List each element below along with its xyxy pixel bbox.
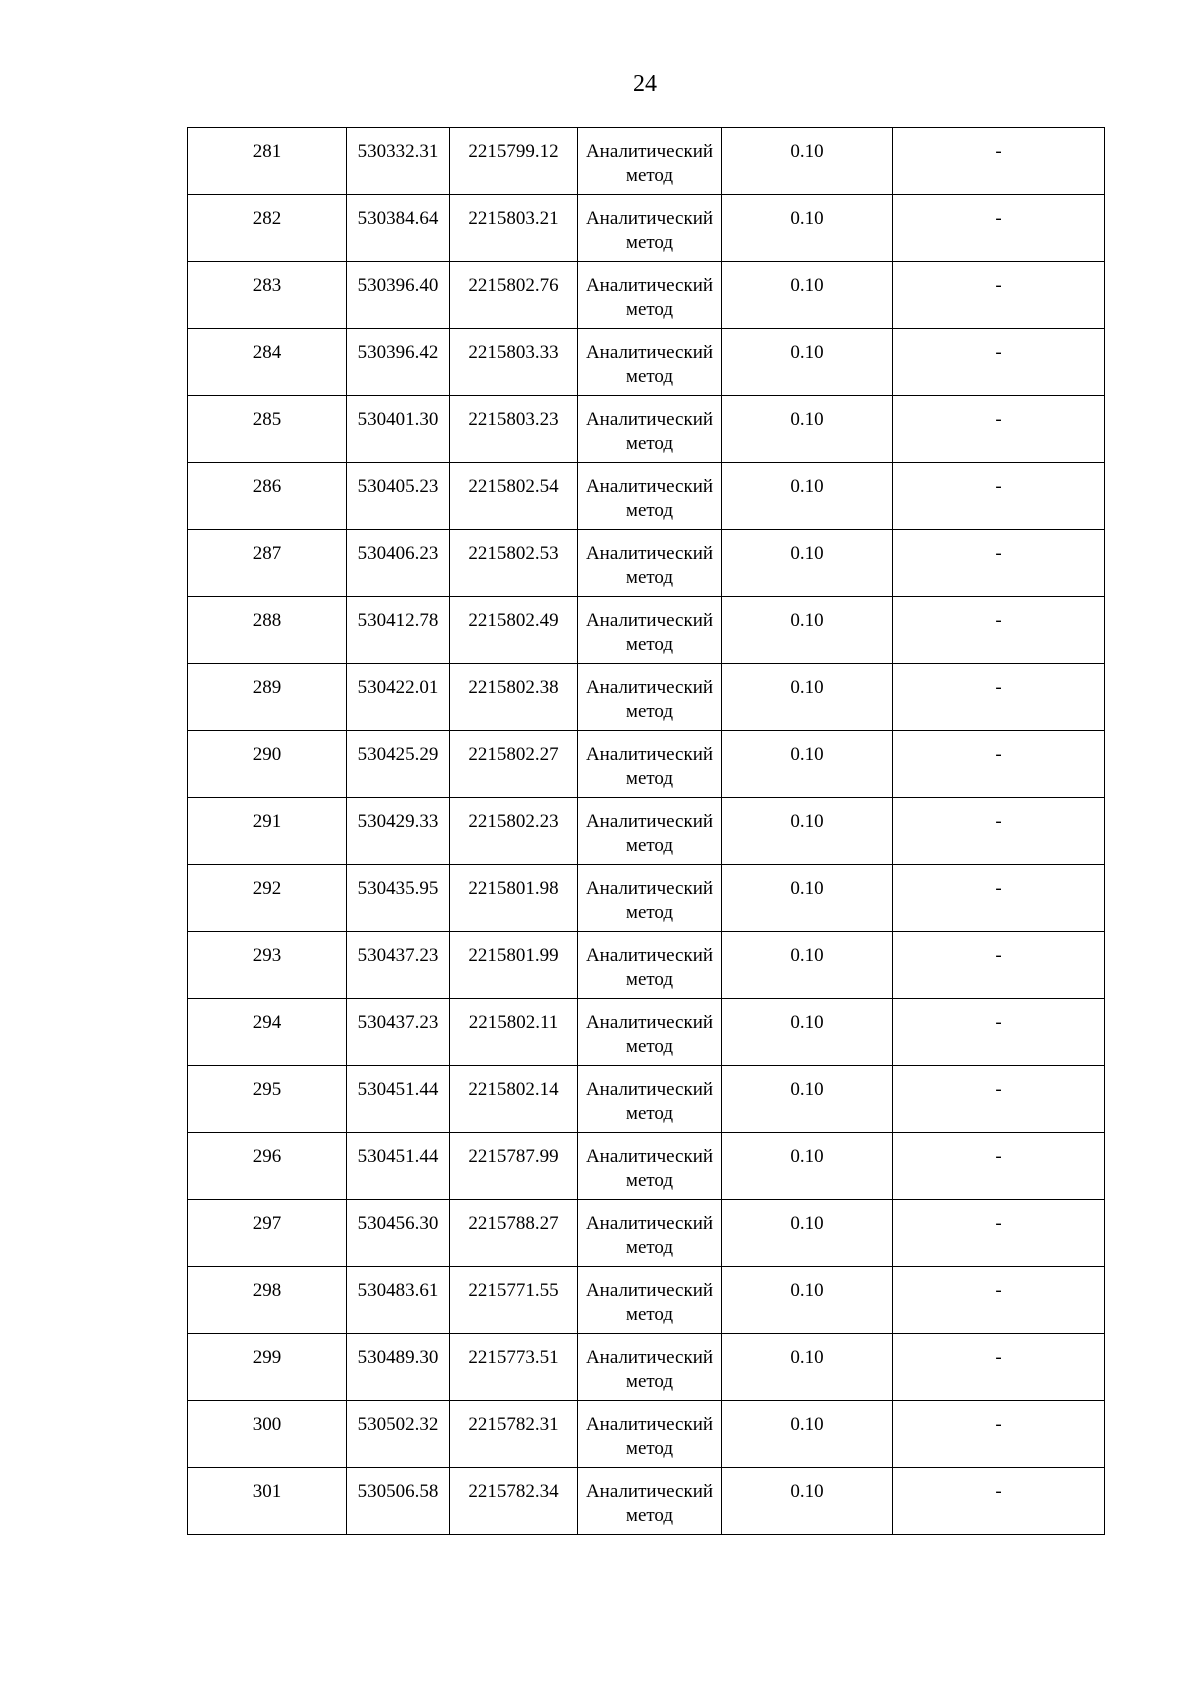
note-cell: -	[893, 1468, 1105, 1535]
y-coordinate-cell: 2215802.76	[450, 262, 578, 329]
table-row	[188, 530, 1105, 597]
x-coordinate-cell: 530456.30	[347, 1200, 450, 1267]
method-line-1: Аналитический	[585, 744, 714, 765]
method-cell	[578, 1401, 722, 1468]
table-row	[188, 1334, 1105, 1401]
table-row	[188, 932, 1105, 999]
table-row	[188, 1200, 1105, 1267]
note-cell: -	[893, 798, 1105, 865]
method-line-2: метод	[625, 1371, 674, 1392]
point-number-cell: 297	[188, 1200, 347, 1267]
method-line-1: Аналитический	[585, 945, 714, 966]
accuracy-cell: 0.10	[722, 195, 893, 262]
table-body	[188, 128, 1105, 1535]
method-cell	[578, 1334, 722, 1401]
x-coordinate-cell: 530384.64	[347, 195, 450, 262]
method-cell	[578, 865, 722, 932]
method-line-2: метод	[625, 1170, 674, 1191]
accuracy-cell: 0.10	[722, 128, 893, 195]
note-cell: -	[893, 262, 1105, 329]
method-cell	[578, 530, 722, 597]
table-row	[188, 731, 1105, 798]
y-coordinate-cell: 2215802.14	[450, 1066, 578, 1133]
method-line-1: Аналитический	[585, 141, 714, 162]
x-coordinate-cell: 530396.40	[347, 262, 450, 329]
method-line-1: Аналитический	[585, 1012, 714, 1033]
point-number-cell: 287	[188, 530, 347, 597]
accuracy-cell: 0.10	[722, 262, 893, 329]
method-line-2: метод	[625, 1237, 674, 1258]
table-row	[188, 597, 1105, 664]
note-cell: -	[893, 731, 1105, 798]
point-number-cell: 283	[188, 262, 347, 329]
point-number-cell: 292	[188, 865, 347, 932]
accuracy-cell: 0.10	[722, 396, 893, 463]
accuracy-cell: 0.10	[722, 1066, 893, 1133]
method-line-2: метод	[625, 567, 674, 588]
method-line-2: метод	[625, 634, 674, 655]
y-coordinate-cell: 2215802.38	[450, 664, 578, 731]
page-number: 24	[633, 71, 657, 97]
x-coordinate-cell: 530406.23	[347, 530, 450, 597]
method-line-2: метод	[625, 1103, 674, 1124]
method-line-2: метод	[625, 1438, 674, 1459]
point-number-cell: 300	[188, 1401, 347, 1468]
method-line-2: метод	[625, 232, 674, 253]
note-cell: -	[893, 530, 1105, 597]
x-coordinate-cell: 530401.30	[347, 396, 450, 463]
method-line-2: метод	[625, 701, 674, 722]
note-cell: -	[893, 1267, 1105, 1334]
table-row	[188, 1066, 1105, 1133]
accuracy-cell: 0.10	[722, 1401, 893, 1468]
y-coordinate-cell: 2215802.53	[450, 530, 578, 597]
method-line-1: Аналитический	[585, 811, 714, 832]
x-coordinate-cell: 530425.29	[347, 731, 450, 798]
method-cell	[578, 798, 722, 865]
x-coordinate-cell: 530412.78	[347, 597, 450, 664]
method-line-1: Аналитический	[585, 1414, 714, 1435]
y-coordinate-cell: 2215773.51	[450, 1334, 578, 1401]
point-number-cell: 298	[188, 1267, 347, 1334]
method-line-2: метод	[625, 1505, 674, 1526]
point-number-cell: 295	[188, 1066, 347, 1133]
coordinates-table	[187, 127, 1105, 1535]
accuracy-cell: 0.10	[722, 1334, 893, 1401]
method-cell	[578, 999, 722, 1066]
method-line-1: Аналитический	[585, 409, 714, 430]
method-line-1: Аналитический	[585, 543, 714, 564]
note-cell: -	[893, 1401, 1105, 1468]
x-coordinate-cell: 530489.30	[347, 1334, 450, 1401]
note-cell: -	[893, 1334, 1105, 1401]
note-cell: -	[893, 329, 1105, 396]
note-cell: -	[893, 195, 1105, 262]
method-cell	[578, 932, 722, 999]
note-cell: -	[893, 128, 1105, 195]
x-coordinate-cell: 530483.61	[347, 1267, 450, 1334]
accuracy-cell: 0.10	[722, 1200, 893, 1267]
x-coordinate-cell: 530502.32	[347, 1401, 450, 1468]
y-coordinate-cell: 2215782.31	[450, 1401, 578, 1468]
method-cell	[578, 195, 722, 262]
method-line-2: метод	[625, 366, 674, 387]
point-number-cell: 296	[188, 1133, 347, 1200]
method-line-2: метод	[625, 1036, 674, 1057]
y-coordinate-cell: 2215803.33	[450, 329, 578, 396]
accuracy-cell: 0.10	[722, 865, 893, 932]
table-row	[188, 664, 1105, 731]
y-coordinate-cell: 2215788.27	[450, 1200, 578, 1267]
accuracy-cell: 0.10	[722, 329, 893, 396]
method-line-1: Аналитический	[585, 1146, 714, 1167]
point-number-cell: 301	[188, 1468, 347, 1535]
table-row	[188, 1401, 1105, 1468]
method-line-2: метод	[625, 500, 674, 521]
method-line-1: Аналитический	[585, 1481, 714, 1502]
method-line-1: Аналитический	[585, 208, 714, 229]
method-line-1: Аналитический	[585, 1213, 714, 1234]
method-cell	[578, 1267, 722, 1334]
method-cell	[578, 1200, 722, 1267]
table-row	[188, 329, 1105, 396]
method-line-1: Аналитический	[585, 476, 714, 497]
note-cell: -	[893, 865, 1105, 932]
y-coordinate-cell: 2215802.11	[450, 999, 578, 1066]
x-coordinate-cell: 530437.23	[347, 999, 450, 1066]
accuracy-cell: 0.10	[722, 1267, 893, 1334]
method-line-2: метод	[625, 969, 674, 990]
x-coordinate-cell: 530451.44	[347, 1133, 450, 1200]
method-line-2: метод	[625, 902, 674, 923]
method-cell	[578, 329, 722, 396]
x-coordinate-cell: 530435.95	[347, 865, 450, 932]
table-row	[188, 798, 1105, 865]
method-line-1: Аналитический	[585, 677, 714, 698]
y-coordinate-cell: 2215802.49	[450, 597, 578, 664]
method-cell	[578, 396, 722, 463]
accuracy-cell: 0.10	[722, 463, 893, 530]
method-line-2: метод	[625, 768, 674, 789]
table-row	[188, 865, 1105, 932]
x-coordinate-cell: 530422.01	[347, 664, 450, 731]
x-coordinate-cell: 530332.31	[347, 128, 450, 195]
y-coordinate-cell: 2215799.12	[450, 128, 578, 195]
note-cell: -	[893, 463, 1105, 530]
method-line-2: метод	[625, 1304, 674, 1325]
table-row	[188, 1133, 1105, 1200]
point-number-cell: 299	[188, 1334, 347, 1401]
table-row	[188, 195, 1105, 262]
method-cell	[578, 731, 722, 798]
accuracy-cell: 0.10	[722, 798, 893, 865]
point-number-cell: 281	[188, 128, 347, 195]
note-cell: -	[893, 932, 1105, 999]
method-line-2: метод	[625, 165, 674, 186]
method-line-1: Аналитический	[585, 1079, 714, 1100]
table-row	[188, 128, 1105, 195]
point-number-cell: 285	[188, 396, 347, 463]
point-number-cell: 284	[188, 329, 347, 396]
y-coordinate-cell: 2215801.98	[450, 865, 578, 932]
point-number-cell: 290	[188, 731, 347, 798]
table-row	[188, 999, 1105, 1066]
point-number-cell: 286	[188, 463, 347, 530]
method-line-1: Аналитический	[585, 342, 714, 363]
accuracy-cell: 0.10	[722, 664, 893, 731]
method-line-1: Аналитический	[585, 1347, 714, 1368]
method-cell	[578, 262, 722, 329]
table-row	[188, 1267, 1105, 1334]
note-cell: -	[893, 1200, 1105, 1267]
method-cell	[578, 1468, 722, 1535]
y-coordinate-cell: 2215802.27	[450, 731, 578, 798]
accuracy-cell: 0.10	[722, 932, 893, 999]
method-line-2: метод	[625, 433, 674, 454]
point-number-cell: 289	[188, 664, 347, 731]
x-coordinate-cell: 530437.23	[347, 932, 450, 999]
y-coordinate-cell: 2215782.34	[450, 1468, 578, 1535]
y-coordinate-cell: 2215787.99	[450, 1133, 578, 1200]
note-cell: -	[893, 396, 1105, 463]
note-cell: -	[893, 664, 1105, 731]
accuracy-cell: 0.10	[722, 597, 893, 664]
point-number-cell: 282	[188, 195, 347, 262]
table-row	[188, 262, 1105, 329]
note-cell: -	[893, 1066, 1105, 1133]
point-number-cell: 293	[188, 932, 347, 999]
accuracy-cell: 0.10	[722, 1133, 893, 1200]
y-coordinate-cell: 2215803.21	[450, 195, 578, 262]
y-coordinate-cell: 2215802.23	[450, 798, 578, 865]
method-cell	[578, 463, 722, 530]
method-cell	[578, 128, 722, 195]
point-number-cell: 294	[188, 999, 347, 1066]
method-cell	[578, 1066, 722, 1133]
point-number-cell: 288	[188, 597, 347, 664]
table-row	[188, 396, 1105, 463]
method-line-1: Аналитический	[585, 275, 714, 296]
x-coordinate-cell: 530396.42	[347, 329, 450, 396]
y-coordinate-cell: 2215803.23	[450, 396, 578, 463]
y-coordinate-cell: 2215801.99	[450, 932, 578, 999]
note-cell: -	[893, 1133, 1105, 1200]
point-number-cell: 291	[188, 798, 347, 865]
method-line-1: Аналитический	[585, 1280, 714, 1301]
method-line-2: метод	[625, 835, 674, 856]
method-line-1: Аналитический	[585, 610, 714, 631]
table-row	[188, 1468, 1105, 1535]
note-cell: -	[893, 999, 1105, 1066]
x-coordinate-cell: 530506.58	[347, 1468, 450, 1535]
y-coordinate-cell: 2215771.55	[450, 1267, 578, 1334]
method-cell	[578, 664, 722, 731]
x-coordinate-cell: 530405.23	[347, 463, 450, 530]
method-cell	[578, 597, 722, 664]
accuracy-cell: 0.10	[722, 530, 893, 597]
x-coordinate-cell: 530429.33	[347, 798, 450, 865]
note-cell: -	[893, 597, 1105, 664]
method-cell	[578, 1133, 722, 1200]
accuracy-cell: 0.10	[722, 731, 893, 798]
accuracy-cell: 0.10	[722, 1468, 893, 1535]
x-coordinate-cell: 530451.44	[347, 1066, 450, 1133]
table-row	[188, 463, 1105, 530]
method-line-1: Аналитический	[585, 878, 714, 899]
accuracy-cell: 0.10	[722, 999, 893, 1066]
method-line-2: метод	[625, 299, 674, 320]
y-coordinate-cell: 2215802.54	[450, 463, 578, 530]
